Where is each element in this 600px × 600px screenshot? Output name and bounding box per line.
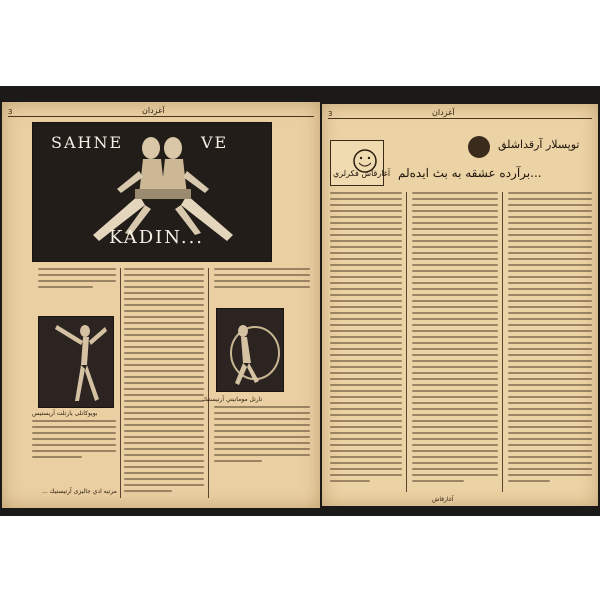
left-photo-caption: بويوكانلى يارتلت آريستيس (32, 410, 98, 417)
left-column-rule-1 (120, 268, 121, 498)
banner-word-sahne: SAHNE (51, 133, 124, 152)
ballet-dancer-illustration (39, 317, 113, 407)
right-text-column-2 (412, 192, 498, 492)
right-column-rule-2 (502, 192, 503, 492)
box-label: آغارقاش فكرلري (333, 169, 391, 178)
hoop-dancer-illustration (217, 309, 283, 391)
left-text-column-middle (124, 268, 204, 498)
right-text-column-3 (508, 192, 592, 492)
portrait-box (330, 140, 391, 186)
left-page (2, 102, 320, 508)
left-page-number: 3 (8, 108, 13, 116)
left-column-rule-2 (208, 268, 209, 498)
sahne-ve-kadin-banner (32, 122, 272, 262)
dancer-photo-right (216, 308, 284, 392)
left-text-block-bottom-3 (214, 406, 310, 490)
right-header-rule (328, 118, 592, 119)
right-running-head: آغزدان (432, 108, 455, 117)
right-photo-caption: تارتل مومانيتي آرتيستيك (202, 396, 263, 403)
banner-word-kadin: KADIN... (109, 227, 205, 248)
left-text-block-top-1 (38, 268, 116, 310)
right-page-number: 3 (328, 110, 333, 118)
title-right: توپسلار آرقداشلق (498, 138, 580, 151)
portrait-photo (468, 136, 490, 158)
signature: آغارقاش (432, 496, 454, 503)
banner-word-ve: VE (201, 133, 229, 152)
left-text-block-bottom-1 (32, 420, 116, 480)
left-running-head: آغزدان (142, 106, 165, 115)
right-page (322, 104, 598, 506)
right-text-column-1 (330, 192, 402, 492)
right-column-rule-1 (406, 192, 407, 492)
left-header-rule (8, 116, 314, 117)
title-subheading: برآرده عشقه به بث ايده‌لم... (398, 166, 542, 180)
caricature-icon (331, 141, 383, 185)
dancer-photo-left (38, 316, 114, 408)
left-bottom-caption: ... مرتيه ادي جاليزى آرتيستيك (42, 488, 117, 495)
left-text-block-top-3 (214, 268, 310, 302)
